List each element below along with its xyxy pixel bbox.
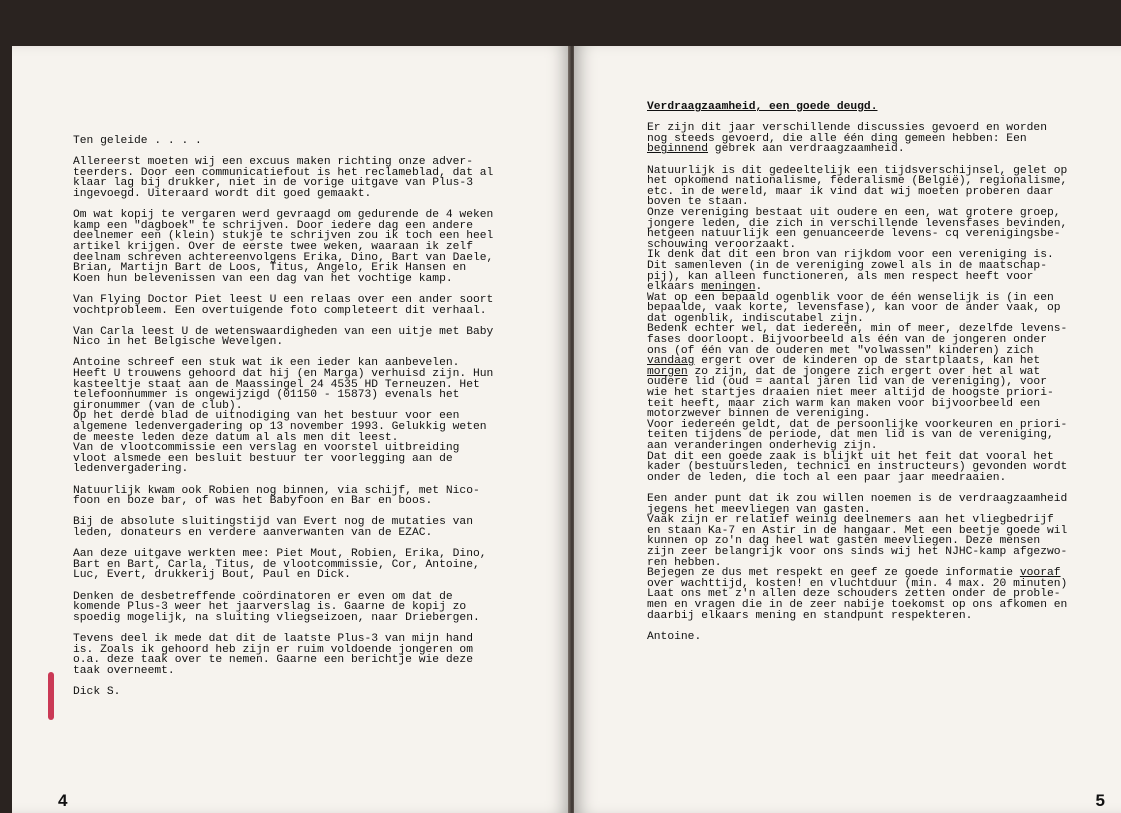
left-paragraph — [73, 486, 518, 507]
text-line: de meeste leden deze datum al als men dit leest. — [73, 431, 399, 444]
text-line: aan veranderingen onderhevig zijn. — [647, 440, 878, 452]
text-line: is. Zoals ik gehoord heb zijn er ruim voldoende jongeren om — [73, 643, 473, 656]
right-page — [574, 46, 1121, 813]
text-line: Allereerst moeten wij een excuus maken richting onze adver- — [73, 156, 473, 169]
text-line: komende Plus-3 weer het jaarverslag is. Gaarne de kopij zo — [73, 601, 467, 614]
text-line: klaar lag bij drukker, niet in de vorige uitgave van Plus-3 — [73, 177, 473, 190]
paragraph-intro: Er zijn dit jaar verschillende discussies gevoerd en worden nog steeds gevoerd, die alle één ding gemeen hebben: Een beginnend gebrek aan verdraagzaamheid. — [647, 123, 1079, 155]
text-line: jegens het meevliegen van gasten. — [647, 503, 871, 516]
text-line: Luc, Evert, drukkerij Bout, Paul en Dick. — [73, 569, 351, 582]
text-line: kamp een "dagboek" te schrijven. Door iedere dag een andere — [73, 219, 473, 232]
text-line: Om wat kopij te vergaren werd gevraagd om gedurende de 4 weken — [73, 209, 494, 222]
text-line: jongere leden, die zich in verschillende levensfases bevinden, — [647, 217, 1068, 230]
text-line: bepaalde, vaak korte, levensfase), kan voor de ander vaak, op — [647, 302, 1061, 315]
text-line: motorzwever binnen de vereniging. — [647, 408, 871, 421]
left-paragraph — [73, 592, 518, 624]
text-line: nog steeds gevoerd, die alle één ding gemeen hebben: Een — [647, 132, 1027, 145]
text-line: men en vragen die in de zeer nabije toekomst op ons afkomen en — [647, 598, 1068, 611]
text-line: deelnam schreven achtereenvolgens Erika, Dino, Bart van Daele, — [73, 251, 494, 264]
text-line: Wat op een bepaald ogenblik voor de één wenselijk is (in een — [647, 291, 1054, 304]
text-line: Antoine schreef een stuk wat ik een ieder kan aanbevelen. — [73, 357, 460, 370]
text-line: telefoonnummer is ongewijzigd (01150 - 15873) evenals het — [73, 389, 460, 402]
text-line: kader (bestuursleden, technici en instructeurs) gevonden wordt — [647, 461, 1068, 474]
text-line: teiten tijdens de periode, dat men lid is van de vereniging, — [647, 429, 1054, 442]
text-line: Voor iedereén geldt, dat de persoonlijke voorkeuren en priori- — [647, 418, 1068, 431]
text-line: etc. in de wereld, maar ik vind dat wij moeten proberen daar — [647, 185, 1054, 198]
text-line: taak overneemt. — [73, 664, 175, 677]
left-paragraph — [73, 517, 518, 538]
text-line: zijn zeer belangrijk voor ons sinds wij het NJHC-kamp afgezwo- — [647, 545, 1068, 558]
text-line: kunnen op zo'n dag heel wat gasten meevliegen. Deze mensen — [647, 535, 1041, 548]
text-line: leden, donateurs en verdere aanverwanten van de EZAC. — [73, 526, 433, 539]
text-line: Natuurlijk is dit gedeeltelijk een tijdsverschijnsel, gelet op — [647, 164, 1068, 177]
text-line: Dat dit een goede zaak is blijkt uit het feit dat vooral het — [647, 450, 1054, 463]
underlined-word-vooraf: vooraf — [1019, 567, 1061, 580]
text-line: Tevens deel ik mede dat dit de laatste Plus-3 van mijn hand — [73, 632, 473, 645]
left-paragraphs — [73, 157, 518, 676]
text-line: wie het startjes draaien niet meer altijd de hoogste priori- — [647, 387, 1054, 400]
left-signature: Dick S. — [73, 685, 121, 698]
left-page — [12, 46, 570, 813]
text-line: o.a. deze taak over te nemen. Gaarne een berichtje wie deze — [73, 654, 473, 667]
right-column — [647, 102, 1079, 653]
text-line: kasteeltje staat aan de Maassingel 24 4535 HD Terneuzen. Het — [73, 378, 480, 391]
text-line: vloot alsmede een besluit bestuur ter voorlegging aan de — [73, 452, 453, 465]
text-line: algemene ledenvergadering op 13 november 1993. Gelukkig weten — [73, 421, 487, 434]
text-line: Ik denk dat dit een bron van rijkdom voor een vereniging is. — [647, 249, 1054, 262]
text-line: Dit samenleven (in de vereniging zowel als in de maatschap- — [647, 259, 1047, 272]
text-line: pij), kan alleen functioneren, als men respect heeft voor — [647, 270, 1034, 283]
text-line: Vaak zijn er relatief weinig deelnemers aan het vliegbedrijf — [647, 514, 1054, 527]
text-line: Van de vlootcommissie een verslag en voorstel uitbreiding — [73, 442, 460, 455]
text-line: hetgeen natuurlijk een genuanceerde levens- cq verenigingsbe- — [647, 228, 1061, 241]
underlined-word-beginnend: beginnend — [647, 143, 709, 156]
text-line: onder de leden, die toch al een paar jaar meedraaien. — [647, 471, 1007, 484]
text-line: boven te staan. — [647, 196, 749, 209]
left-column — [73, 136, 518, 708]
text-line: schouwing veroorzaakt. — [647, 238, 797, 251]
text-line: Er zijn dit jaar verschillende discussies gevoerd en worden — [647, 122, 1047, 135]
underlined-word-morgen: morgen — [647, 365, 688, 378]
text-line: ingevoegd. Uiteraard wordt dit goed gemaakt. — [73, 187, 372, 200]
text-line: spoedig mogelijk, na sluiting vliegseizoen, naar Driebergen. — [73, 611, 480, 624]
text-line: Bedenk echter wel, dat iedereén, min of meer, dezelfde levens- — [647, 323, 1068, 336]
text-line: Van Flying Doctor Piet leest U een relaas over een ander soort — [73, 293, 494, 306]
text-line: Koen hun belevenissen van een dag van het vochtige kamp. — [73, 272, 453, 285]
underlined-word-meningen: meningen — [701, 281, 756, 294]
left-paragraph — [73, 358, 518, 475]
text-line: en staan Ka-7 en Astir in de hangaar. Met een beetje goede wil — [647, 524, 1068, 537]
page-number-left: 4 — [58, 791, 68, 810]
text-line: Brian, Martijn Bart de Loos, Titus, Angelo, Erik Hansen en — [73, 262, 467, 275]
left-paragraph — [73, 634, 518, 676]
text-line: teerders. Door een communicatiefout is het reclameblad, dat al — [73, 166, 494, 179]
text-line: Laat ons met z'n allen deze schouders zetten onder de proble- — [647, 588, 1061, 601]
paragraph-society: Natuurlijk is dit gedeeltelijk een tijdsverschijnsel, gelet op het opkomend nationalisme, federalisme (België), regionalisme, etc. in de wereld, maar ik vind dat wij moeten proberen daar boven te staan. Onze vereniging bestaat uit oudere en een, wat grotere groep, jongere leden, die zich in verschillende levensfases bevinden, hetgeen natuurlijk een genuanceerde levens- cq verenigingsbe- schouwing veroorzaakt. Ik denk dat dit een bron van rijkdom voor een vereniging is. Dit samenleven (in de vereniging zowel als in de maatschap- pij), kan alleen functioneren, als men respect heeft voor elkaars meningen. Wat op een bepaald ogenblik voor de één wenselijk is (in een bepaalde, vaak korte, levensfase), kan voor de ander vaak, op dat ogenblik, indiscutabel zijn. Bedenk echter wel, dat iedereén, min of meer, dezelfde levens- fases doorloopt. Bijvoorbeeld als één van de jongeren onder ons (of één van de ouderen met "volwassen" kinderen) zich vandaag ergert over de kinderen op de startplaats, kan het morgen zo zijn, dat de jongere zich ergert over het al wat oudere lid (oud = aantal jaren lid van de vereniging), voor wie het startjes draaien niet meer altijd de hoogste priori- teit heeft, maar zich warm kan maken voor bijvoorbeeld een motorzwever binnen de vereniging. Voor iedereén geldt, dat de persoonlijke voorkeuren en priori- teiten tijdens de periode, dat men lid is van de vereniging, aan veranderingen onderhevig zijn. Dat dit een goede zaak is blijkt uit het feit dat vooral het kader (bestuursleden, technici en instructeurs) gevonden wordt onder de leden, die toch al een paar jaar meedraaien. — [647, 166, 1079, 484]
text-line: Op het derde blad de uitnodiging van het bestuur voor een — [73, 410, 460, 423]
paragraph-guests: Een ander punt dat ik zou willen noemen is de verdraagzaamheid jegens het meevliegen van gasten. Vaak zijn er relatief weinig deelnemers aan het vliegbedrijf en staan Ka-7 en Astir in de hangaar. Met een beetje goede wil kunnen op zo'n dag heel wat gasten meevliegen. Deze mensen zijn zeer belangrijk voor ons sinds wij het NJHC-kamp afgezwo- ren hebben. Bejegen ze dus met respekt en geef ze goede informatie vooraf over wachttijd, kosten! en vluchtduur (min. 4 max. 20 minuten) Laat ons met z'n allen deze schouders zetten onder de proble- men en vragen die in de zeer nabije toekomst op ons afkomen en daarbij elkaars mening en standpunt respekteren. — [647, 494, 1079, 621]
left-heading: Ten geleide . . . . — [73, 135, 202, 147]
text-line: over wachttijd, kosten! en vluchtduur (min. 4 max. 20 minuten) — [647, 577, 1068, 590]
text-line: Denken de desbetreffende coördinatoren er even om dat de — [73, 590, 453, 603]
underlined-word-vandaag: vandaag — [647, 355, 695, 368]
text-line: dat ogenblik, indiscutabel zijn. — [647, 312, 864, 325]
text-line: Natuurlijk kwam ook Robien nog binnen, via schijf, met Nico- — [73, 484, 480, 497]
text-line: deelnemer een (klein) stukje te schrijven zou ik toch een heel — [73, 230, 494, 243]
text-line: ren hebben. — [647, 556, 722, 569]
page-number-right: 5 — [1095, 791, 1105, 810]
text-line: Een ander punt dat ik zou willen noemen is de verdraagzaamheid — [647, 492, 1068, 505]
text-line: Bij de absolute sluitingstijd van Evert nog de mutaties van — [73, 516, 473, 529]
text-line: Onze vereniging bestaat uit oudere en een, wat grotere groep, — [647, 206, 1061, 219]
text-line: ons (of één van de ouderen met "volwassen" kinderen) zich — [647, 344, 1034, 357]
text-line: gironummer (van de club). — [73, 399, 243, 412]
text-line: fases doorloopt. Bijvoorbeeld als één van de jongeren onder — [647, 334, 1047, 347]
right-signature: Antoine. — [647, 630, 702, 643]
text-line: artikel krijgen. Over de eerste twee weken, waaraan ik zelf — [73, 240, 473, 253]
text-line: Aan deze uitgave werkten mee: Piet Mout, Robien, Erika, Dino, — [73, 548, 487, 561]
red-margin-mark — [48, 672, 54, 720]
left-paragraph — [73, 295, 518, 316]
text-line: Heeft U trouwens gehoord dat hij (en Marga) verhuisd zijn. Hun — [73, 368, 494, 381]
text-line: ledenvergadering. — [73, 463, 189, 476]
article-title: Verdraagzaamheid, een goede deugd. — [647, 101, 878, 113]
text-line: het opkomend nationalisme, federalisme (België), regionalisme, — [647, 175, 1068, 188]
text-line: oudere lid (oud = aantal jaren lid van de vereniging), voor — [647, 376, 1047, 389]
text-line: Bart en Bart, Carla, Titus, de vlootcommissie, Cor, Antoine, — [73, 558, 480, 571]
text-line: Van Carla leest U de wetenswaardigheden van een uitje met Baby — [73, 325, 494, 338]
text-line: Nico in het Belgische Wevelgen. — [73, 336, 284, 349]
left-paragraph — [73, 327, 518, 348]
text-line: daarbij elkaars mening en standpunt respekteren. — [647, 609, 973, 622]
text-line: foon en boze bar, of was het Babyfoon en Bar en boos. — [73, 495, 433, 508]
left-paragraph — [73, 549, 518, 581]
text-line: teit heeft, maar zich warm kan maken voor bijvoorbeeld een — [647, 397, 1041, 410]
text-line: vochtprobleem. Een overtuigende foto completeert dit verhaal. — [73, 304, 487, 317]
left-paragraph — [73, 210, 518, 284]
left-paragraph — [73, 157, 518, 199]
